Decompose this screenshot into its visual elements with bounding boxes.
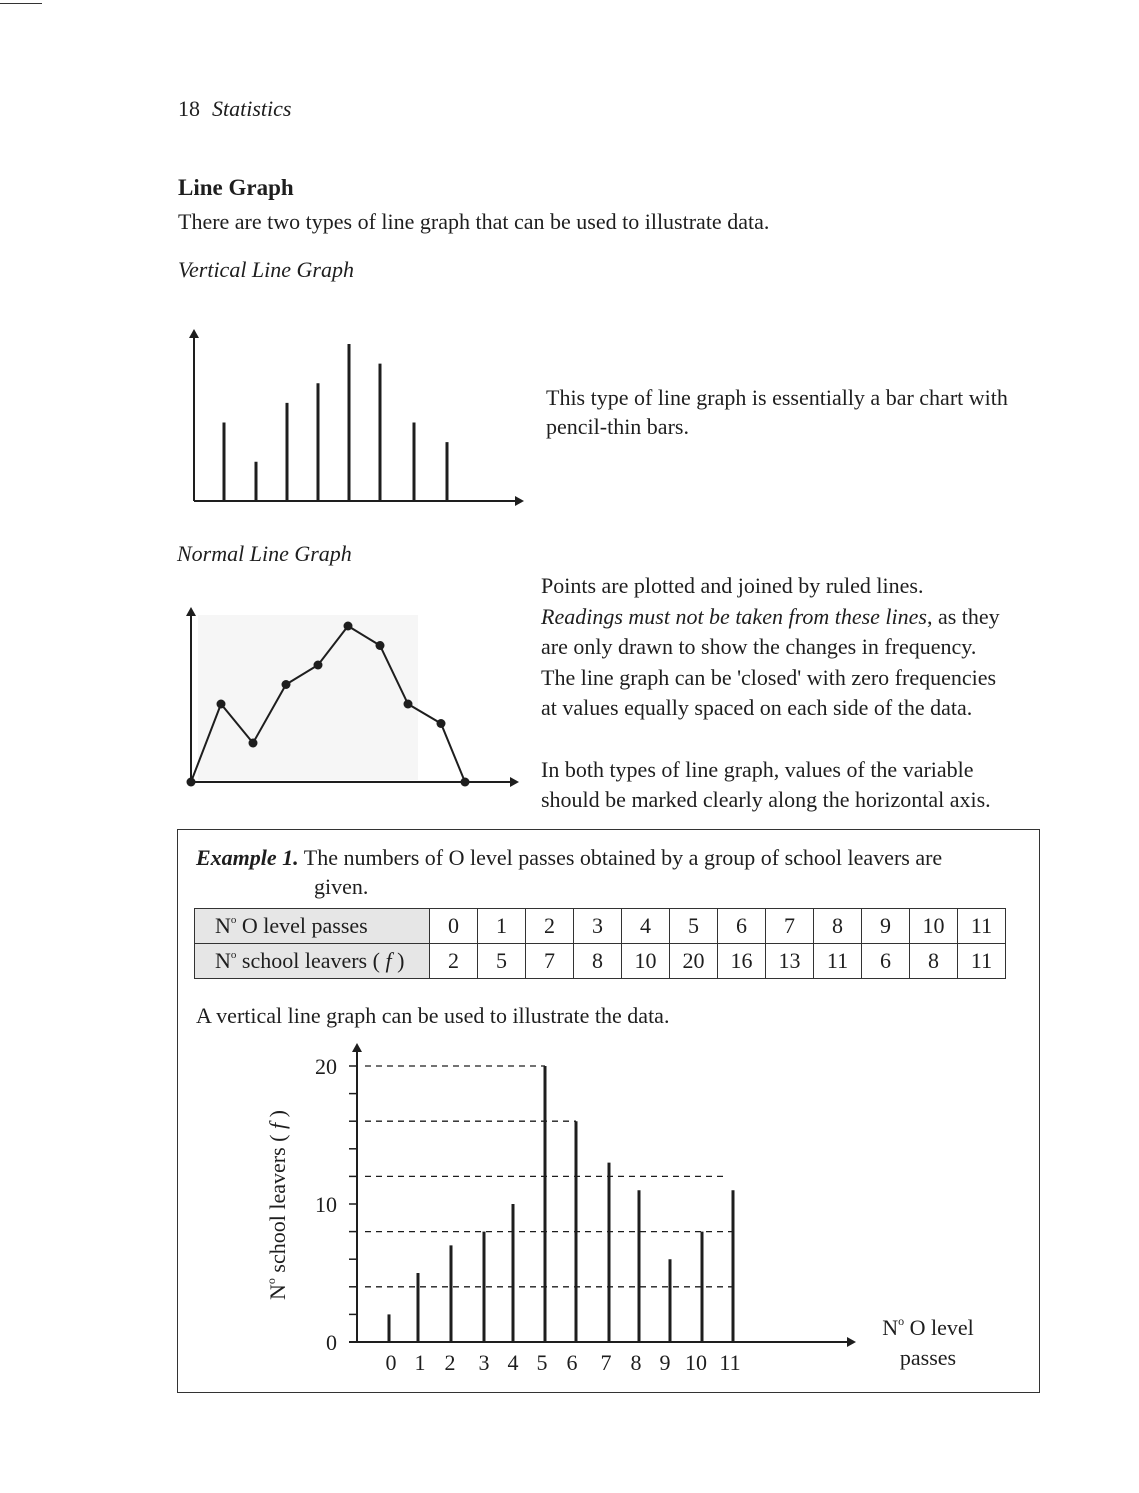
- page-number: 18: [178, 96, 200, 121]
- table-cell: 8: [574, 944, 622, 979]
- row2-header: $N^o$ school leavers ( f ): [195, 944, 430, 979]
- table-cell: 6: [862, 944, 910, 979]
- x-tick-label: 4: [507, 1350, 519, 1375]
- table-row: [195, 944, 1006, 979]
- table-cell: 2: [430, 944, 478, 979]
- table-cell: 7: [766, 909, 814, 944]
- table-cell: 3: [574, 909, 622, 944]
- table-cell: 6: [718, 909, 766, 944]
- table-row: [195, 909, 1006, 944]
- example-label: Example 1.: [196, 845, 299, 870]
- x-axis-label: $N^o$ O level: [882, 1314, 974, 1340]
- example-text-line2: given.: [314, 874, 369, 899]
- row1-header: $N^o$ O level passes: [195, 909, 430, 944]
- table-cell: 1: [478, 909, 526, 944]
- x-tick-label: 1: [414, 1350, 426, 1375]
- normal-line2: [541, 602, 1041, 633]
- intro-text: There are two types of line graph that can be used to illustrate data.: [178, 209, 770, 234]
- x-tick-label: 9: [659, 1350, 671, 1375]
- table-cell: 4: [622, 909, 670, 944]
- y-tick-label: 0: [326, 1330, 337, 1355]
- vertical-description-line1: This type of line graph is essentially a bar chart with: [546, 385, 1008, 410]
- after-table-text: A vertical line graph can be used to illustrate the data.: [196, 1003, 670, 1028]
- section-title: Line Graph: [178, 175, 294, 200]
- data-point: [404, 700, 413, 709]
- table-cell: 9: [862, 909, 910, 944]
- data-point: [376, 641, 385, 650]
- axis-arrowhead: [186, 607, 196, 616]
- data-point: [249, 739, 258, 748]
- normal-line2-rest: , as they: [926, 603, 1000, 629]
- row2-label: school leavers (: [241, 948, 380, 973]
- table-cell: 0: [430, 909, 478, 944]
- table-cell: 2: [526, 909, 574, 944]
- y-axis-label: $N^o$ school leavers ( f ): [264, 1110, 290, 1300]
- plot-background: [198, 615, 418, 780]
- table-cell: 5: [478, 944, 526, 979]
- table-cell: 10: [622, 944, 670, 979]
- vertical-graph-description: [546, 383, 1046, 441]
- table-cell: 8: [814, 909, 862, 944]
- normal-line7: should be marked clearly along the horizontal axis.: [541, 787, 991, 812]
- table-cell: 11: [958, 909, 1006, 944]
- table-cell: 11: [814, 944, 862, 979]
- x-tick-label: 2: [444, 1350, 456, 1375]
- x-tick-label: 11: [719, 1350, 741, 1375]
- y-tick-label: 10: [315, 1192, 337, 1217]
- axis-arrowhead: [515, 496, 524, 506]
- normal-line4: The line graph can be 'closed' with zero frequencies: [541, 664, 997, 690]
- table-cell: 5: [670, 909, 718, 944]
- table-cell: 8: [910, 944, 958, 979]
- data-table: [194, 908, 1006, 979]
- axis-arrowhead: [510, 777, 519, 787]
- x-tick-label: 5: [536, 1350, 548, 1375]
- x-axis-label-line2: passes: [899, 1345, 957, 1370]
- x-tick-label: 8: [630, 1350, 642, 1375]
- normal-line2-italic: Readings must not be taken from these lines: [541, 603, 927, 629]
- data-point: [437, 719, 446, 728]
- data-point: [461, 778, 470, 787]
- table-cell: 20: [670, 944, 718, 979]
- vertical-description-line2: pencil-thin bars.: [546, 414, 689, 439]
- table-cell: 16: [718, 944, 766, 979]
- data-point: [344, 622, 353, 631]
- normal-line3: are only drawn to show the changes in frequency.: [541, 634, 977, 659]
- data-point: [187, 778, 196, 787]
- x-tick-label: 6: [566, 1350, 578, 1375]
- x-tick-label: 10: [685, 1350, 707, 1375]
- table-cell: 10: [910, 909, 958, 944]
- x-tick-label: 3: [478, 1350, 490, 1375]
- normal-line5: at values equally spaced on each side of the data.: [541, 695, 973, 720]
- table-cell: 13: [766, 944, 814, 979]
- example-text: [196, 843, 1026, 901]
- normal-line6: In both types of line graph, values of the variable: [541, 756, 974, 782]
- normal-line1: Points are plotted and joined by ruled lines.: [541, 573, 924, 598]
- x-tick-label: 7: [600, 1350, 612, 1375]
- chapter-title: Statistics: [212, 96, 292, 121]
- table-cell: 7: [526, 944, 574, 979]
- data-point: [314, 661, 323, 670]
- vertical-graph-heading: Vertical Line Graph: [178, 257, 354, 282]
- normal-graph-heading: Normal Line Graph: [177, 541, 352, 566]
- example-text-line1: The numbers of O level passes obtained by a group of school leavers are: [303, 845, 943, 870]
- row1-label: O level passes: [241, 913, 368, 938]
- table-cell: 11: [958, 944, 1006, 979]
- normal-graph-description: [541, 571, 1041, 816]
- data-point: [217, 700, 226, 709]
- axis-arrowhead: [189, 329, 199, 338]
- data-point: [282, 680, 291, 689]
- y-tick-label: 20: [315, 1054, 337, 1079]
- x-tick-label: 0: [385, 1350, 397, 1375]
